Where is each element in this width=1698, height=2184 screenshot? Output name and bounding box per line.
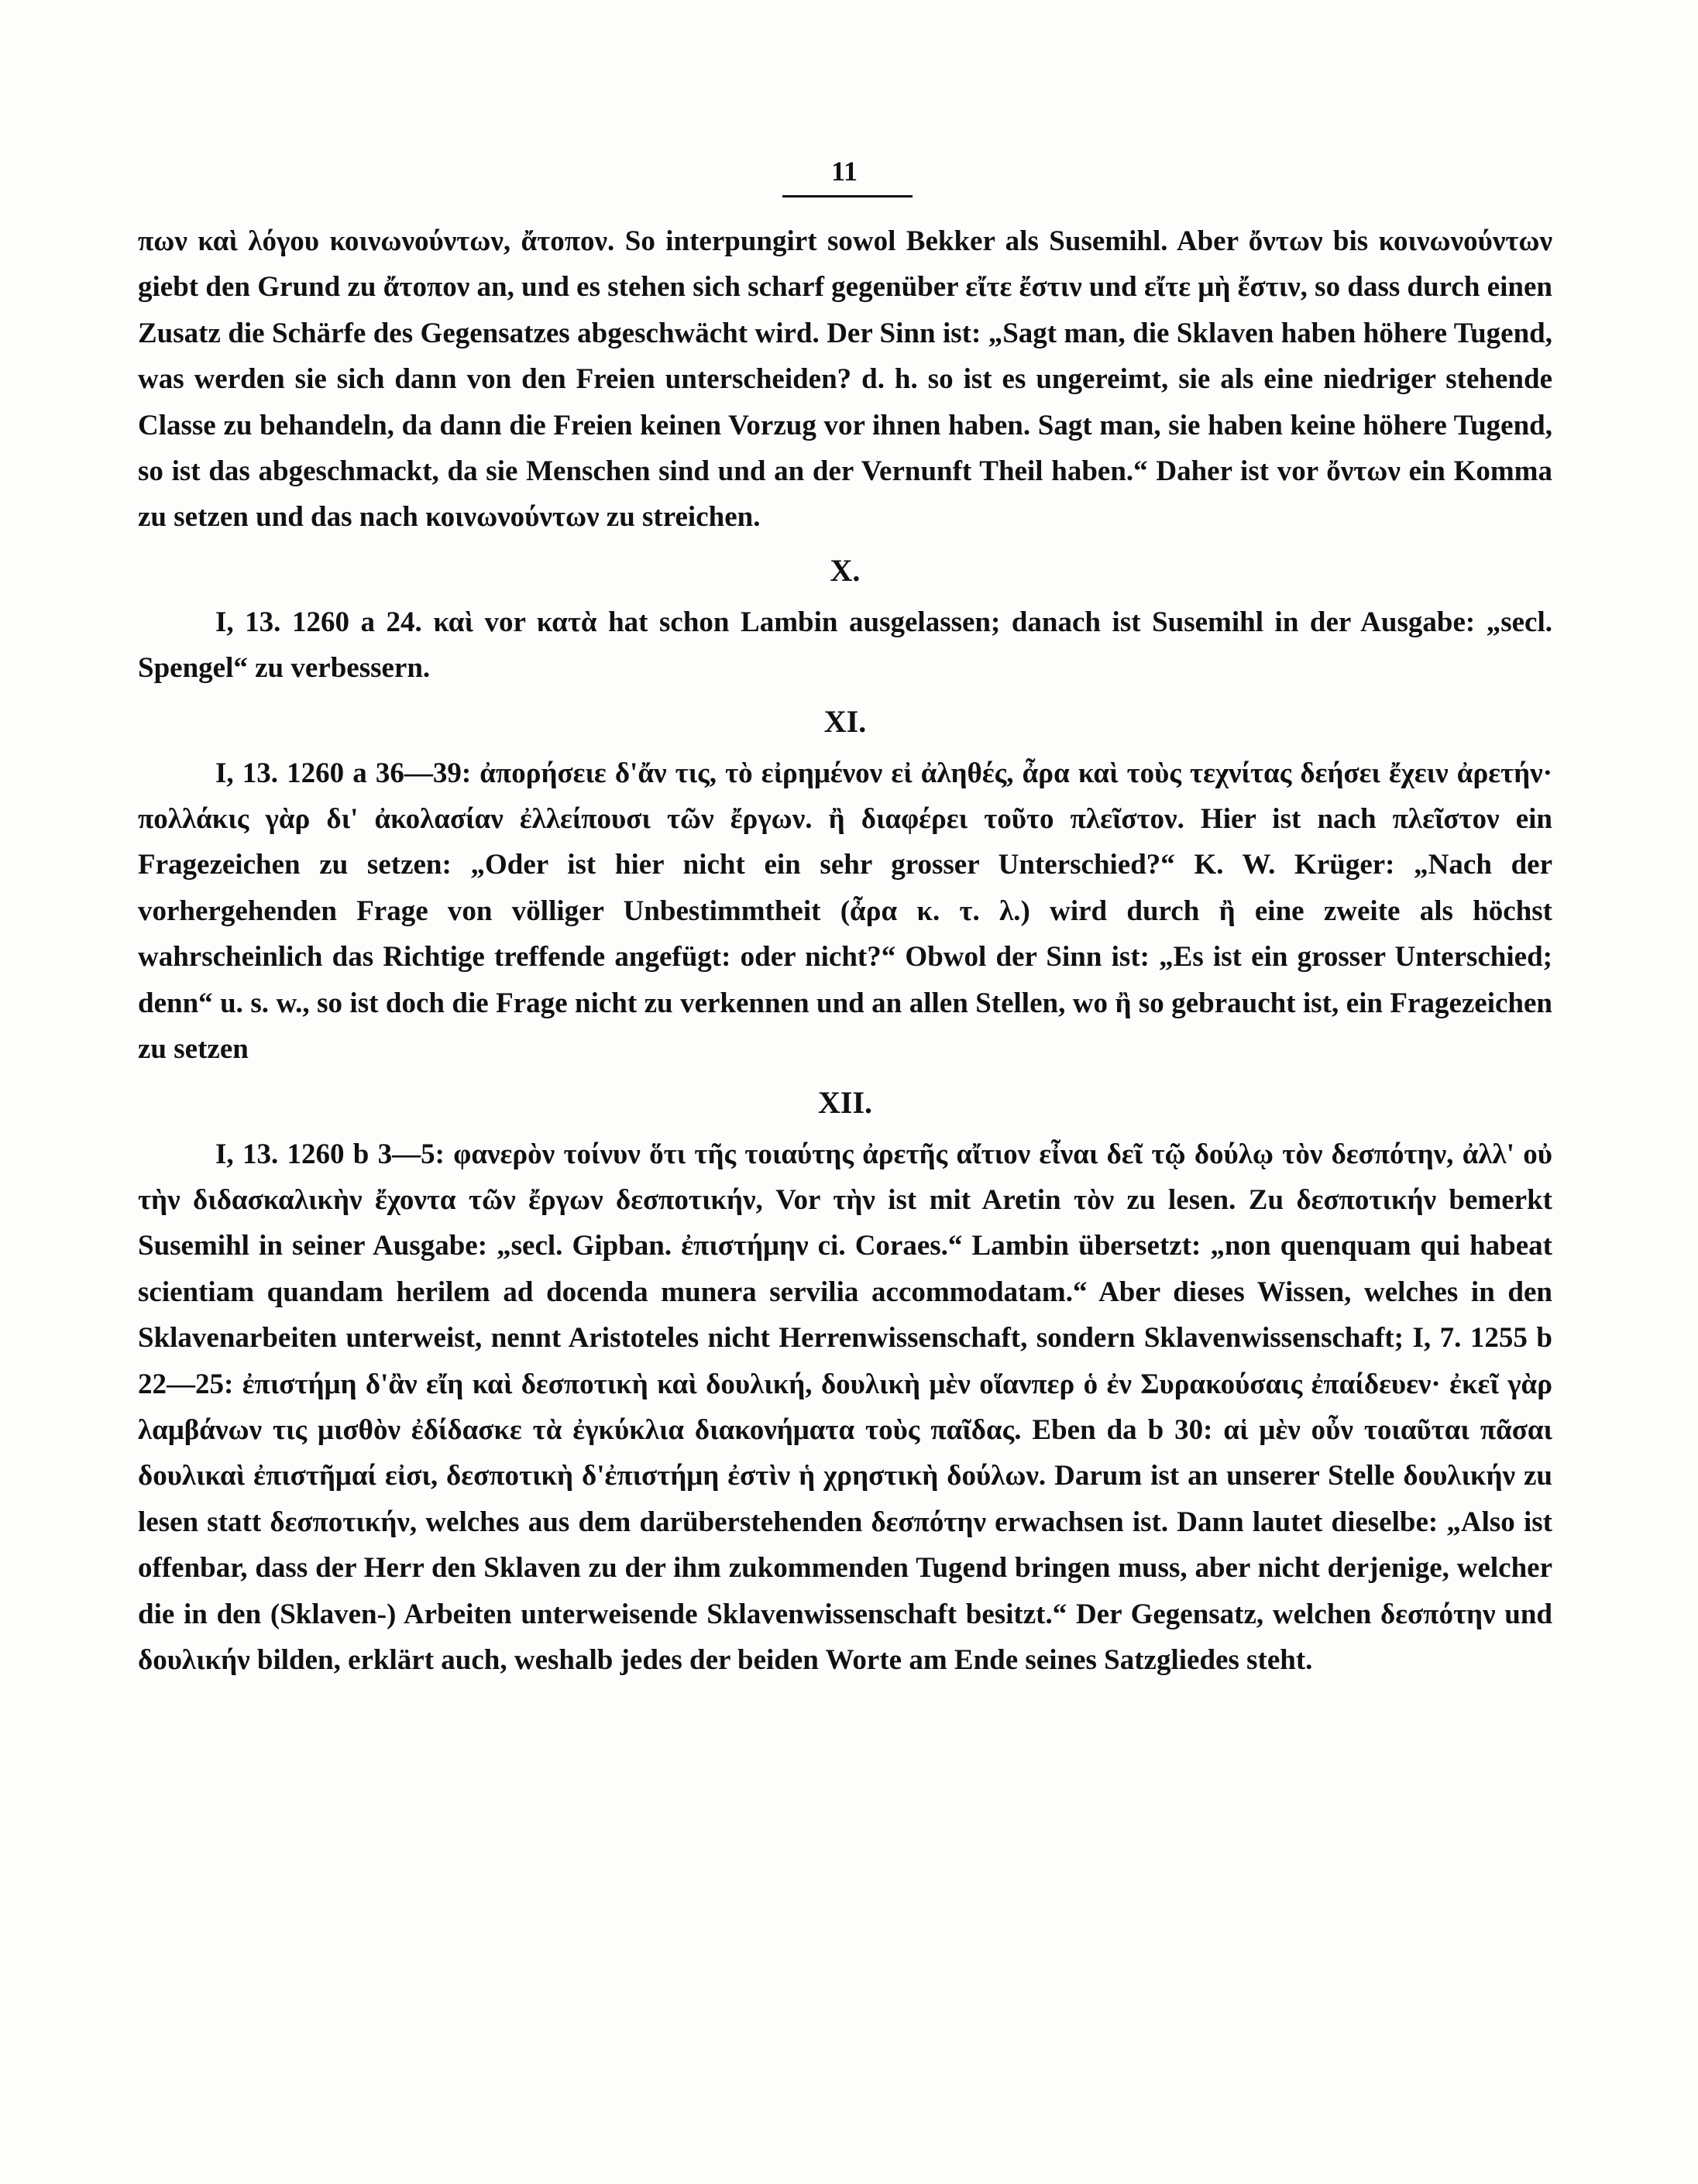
paragraph-continuation: πων καὶ λόγου κοινωνούντων, ἄτοπον. So interpungirt sowol Bekker als Susemihl. Aber ὄντων bis κοινωνούντων giebt den Grund zu ἄτοπον an, und es stehen sich scharf gegenüber εἴτε ἔστιν und εἴτε μὴ ἔστιν, so dass durch einen Zusatz die Schärfe des Gegensatzes abgeschwächt wird. Der Sinn ist: „Sagt man, die Sklaven haben höhere Tugend, was werden sie sich dann von den Freien unterscheiden? d. h. so ist es ungereimt, sie als eine niedriger stehende Classe zu behandeln, da dann die Freien keinen Vorzug vor ihnen haben. Sagt man, sie haben keine höhere Tugend, so ist das abgeschmackt, da sie Menschen sind und an der Vernunft Theil haben.“ Daher ist vor ὄντων ein Komma zu setzen und das nach κοινωνούντων zu streichen. <box>138 225 1552 534</box>
paragraph-section-x: I, 13. 1260 a 24. καὶ vor κατὰ hat schon Lambin ausgelassen; danach ist Susemihl in der Ausgabe: „secl. Spengel“ zu verbessern. <box>138 606 1552 685</box>
page-number: 11 <box>830 156 858 187</box>
page-number-rule <box>782 195 913 197</box>
paragraph-section-xi: I, 13. 1260 a 36—39: ἀπορήσειε δ'ἄν τις, τὸ εἰρημένον εἰ ἀληθές, ἆρα καὶ τοὺς τεχνίτας δεήσει ἔχειν ἀρετήν· πολλάκις γὰρ δι' ἀκολασίαν ἐλλείπουσι τῶν ἔργων. ἢ διαφέρει τοῦτο πλεῖστον. Hier ist nach πλεῖστον ein Fragezeichen zu setzen: „Oder ist hier nicht ein sehr grosser Unterschied?“ K. W. Krüger: „Nach der vorhergehenden Frage von völliger Unbestimmtheit (ἆρα κ. τ. λ.) wird durch ἢ eine zweite als höchst wahrscheinlich das Richtige treffende angefügt: oder nicht?“ Obwol der Sinn ist: „Es ist ein grosser Unterschied; denn“ u. s. w., so ist doch die Frage nicht zu verkennen und an allen Stellen, wo ἢ so gebraucht ist, ein Fragezeichen zu setzen <box>138 757 1552 1066</box>
paragraph-section-xii: I, 13. 1260 b 3—5: φανερὸν τοίνυν ὅτι τῆς τοιαύτης ἀρετῆς αἴτιον εἶναι δεῖ τῷ δούλῳ τὸν δεσπότην, ἀλλ' οὐ τὴν διδασκαλικὴν ἔχοντα τῶν ἔργων δεσποτικήν, Vor τὴν ist mit Aretin τὸν zu lesen. Zu δεσποτικήν bemerkt Susemihl in seiner Ausgabe: „secl. Gipban. ἐπιστήμην ci. Coraes.“ Lambin übersetzt: „non quenquam qui habeat scientiam quandam herilem ad docenda munera servilia accommodatam.“ Aber dieses Wissen, welches in den Sklavenarbeiten unterweist, nennt Aristoteles nicht Herrenwissenschaft, sondern Sklavenwissenschaft; I, 7. 1255 b 22—25: ἐπιστήμη δ'ἂν εἴη καὶ δεσποτικὴ καὶ δουλική, δουλικὴ μὲν οἵανπερ ὁ ἐν Συρακούσαις ἐπαίδευεν· ἐκεῖ γὰρ λαμβάνων τις μισθὸν ἐδίδασκε τὰ ἐγκύκλια διακονήματα τοὺς παῖδας. Eben da b 30: αἱ μὲν οὖν τοιαῦται πᾶσαι δουλικαὶ ἐπιστῆμαί εἰσι, δεσποτικὴ δ'ἐπιστήμη ἐστὶν ἡ χρηστικὴ δούλων. Darum ist an unserer Stelle δουλικήν zu lesen statt δεσποτικήν, welches aus dem darüberstehenden δεσπότην erwachsen ist. Dann lautet dieselbe: „Also ist offenbar, dass der Herr den Sklaven zu der ihm zukommenden Tugend bringen muss, aber nicht derjenige, welcher die in den (Sklaven-) Arbeiten unterweisende Sklavenwissenschaft besitzt.“ Der Gegensatz, welchen δεσπότην und δουλικήν bilden, erklärt auch, weshalb jedes der beiden Worte am Ende seines Satzgliedes steht. <box>138 1138 1552 1676</box>
section-heading-xii: XII. <box>817 1084 873 1120</box>
body-text <box>138 218 1552 1683</box>
section-heading-x: X. <box>830 552 861 588</box>
section-heading-xi: XI. <box>823 703 867 739</box>
